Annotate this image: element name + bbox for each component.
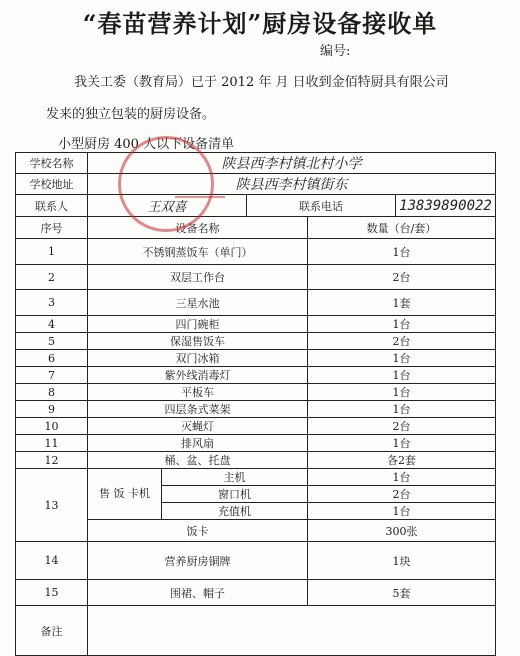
row-quantity: 1台: [308, 469, 496, 486]
row-equipment-name: 饭卡: [88, 520, 308, 542]
table-row: [16, 239, 496, 265]
document-title: “春苗营养计划”厨房设备接收单: [82, 9, 438, 38]
serial-number-label: 编号:: [320, 44, 351, 59]
row-quantity: 300张: [308, 520, 496, 542]
row-seq: 2: [16, 265, 88, 290]
row-seq: 13: [16, 469, 88, 542]
table-row: [16, 580, 496, 606]
row-seq: 7: [16, 367, 88, 384]
row-seq: 6: [16, 350, 88, 367]
row-equipment-name: 双门冰箱: [88, 350, 308, 367]
school-name-label: 学校名称: [16, 153, 88, 174]
table-row: [16, 290, 496, 316]
row-equipment-name: 排风扇: [88, 435, 308, 452]
header-seq: 序号: [16, 217, 88, 239]
row-seq: 9: [16, 401, 88, 418]
remarks-row: [16, 606, 496, 656]
table-row: [16, 265, 496, 290]
table-header-row: [16, 217, 496, 239]
card-machine-group-label: 售 饭 卡机: [88, 469, 162, 520]
contact-row: [16, 195, 496, 217]
row-quantity: 1台: [308, 401, 496, 418]
receipt-paragraph-line2: 发来的独立包装的厨房设备。: [46, 107, 216, 122]
table-row: [16, 350, 496, 367]
row-equipment-name: 窗口机: [162, 486, 308, 503]
row-equipment-name: 不锈钢蒸饭车（单门）: [88, 239, 308, 265]
school-address-label: 学校地址: [16, 174, 88, 195]
row-equipment-name: 灭蝇灯: [88, 418, 308, 435]
remarks-value: [88, 606, 496, 656]
receipt-paragraph-line1: 我关工委（教育局）已于 2012 年 月 日收到金佰特厨具有限公司: [74, 75, 449, 90]
table-row: [16, 418, 496, 435]
equipment-list-subtitle: 小型厨房 400 人以下设备清单: [58, 137, 235, 152]
row-equipment-name: 围裙、帽子: [88, 580, 308, 606]
row-seq: 11: [16, 435, 88, 452]
table-row: [16, 452, 496, 469]
row-seq: 10: [16, 418, 88, 435]
row-seq: 4: [16, 316, 88, 333]
table-row-13-sub: [16, 520, 496, 542]
row-quantity: 2台: [308, 265, 496, 290]
row-equipment-name: 四门碗柜: [88, 316, 308, 333]
row-equipment-name: 主机: [162, 469, 308, 486]
row-seq: 12: [16, 452, 88, 469]
contact-label: 联系人: [16, 195, 88, 217]
header-quantity: 数量（台/套）: [308, 217, 496, 239]
row-equipment-name: 桶、盆、托盘: [88, 452, 308, 469]
school-name-row: [16, 153, 496, 174]
row-quantity: 1台: [308, 316, 496, 333]
table-row: [16, 435, 496, 452]
row-equipment-name: 双层工作台: [88, 265, 308, 290]
table-row: [16, 367, 496, 384]
row-equipment-name: 保湿售饭车: [88, 333, 308, 350]
row-quantity: 5套: [308, 580, 496, 606]
remarks-label: 备注: [16, 606, 88, 656]
phone-value: 13839890022: [396, 195, 496, 217]
row-seq: 15: [16, 580, 88, 606]
table-row: [16, 384, 496, 401]
row-quantity: 1套: [308, 290, 496, 316]
row-seq: 3: [16, 290, 88, 316]
row-quantity: 2台: [308, 486, 496, 503]
school-address-value: 陕县西李村镇街东: [88, 174, 496, 195]
table-row-13: [16, 469, 496, 486]
row-quantity: 1台: [308, 384, 496, 401]
phone-label: 联系电话: [247, 195, 396, 217]
equipment-receipt-table: [15, 152, 496, 656]
table-row: [16, 316, 496, 333]
row-equipment-name: 充值机: [162, 503, 308, 520]
row-quantity: 2台: [308, 333, 496, 350]
school-address-row: [16, 174, 496, 195]
row-equipment-name: 营养厨房铜牌: [88, 542, 308, 580]
contact-value: 王双喜: [88, 195, 247, 217]
row-seq: 8: [16, 384, 88, 401]
row-seq: 1: [16, 239, 88, 265]
row-seq: 5: [16, 333, 88, 350]
row-quantity: 各2套: [308, 452, 496, 469]
row-quantity: 1台: [308, 503, 496, 520]
row-equipment-name: 平板车: [88, 384, 308, 401]
row-quantity: 1台: [308, 350, 496, 367]
row-quantity: 1台: [308, 239, 496, 265]
table-row: [16, 333, 496, 350]
row-equipment-name: 三星水池: [88, 290, 308, 316]
school-name-value: 陕县西李村镇北村小学: [88, 153, 496, 174]
table-row: [16, 542, 496, 580]
row-equipment-name: 紫外线消毒灯: [88, 367, 308, 384]
row-quantity: 1块: [308, 542, 496, 580]
row-seq: 14: [16, 542, 88, 580]
row-quantity: 1台: [308, 367, 496, 384]
row-equipment-name: 四层条式菜架: [88, 401, 308, 418]
header-equipment-name: 设备名称: [88, 217, 308, 239]
table-row: [16, 401, 496, 418]
row-quantity: 1台: [308, 435, 496, 452]
row-quantity: 2台: [308, 418, 496, 435]
